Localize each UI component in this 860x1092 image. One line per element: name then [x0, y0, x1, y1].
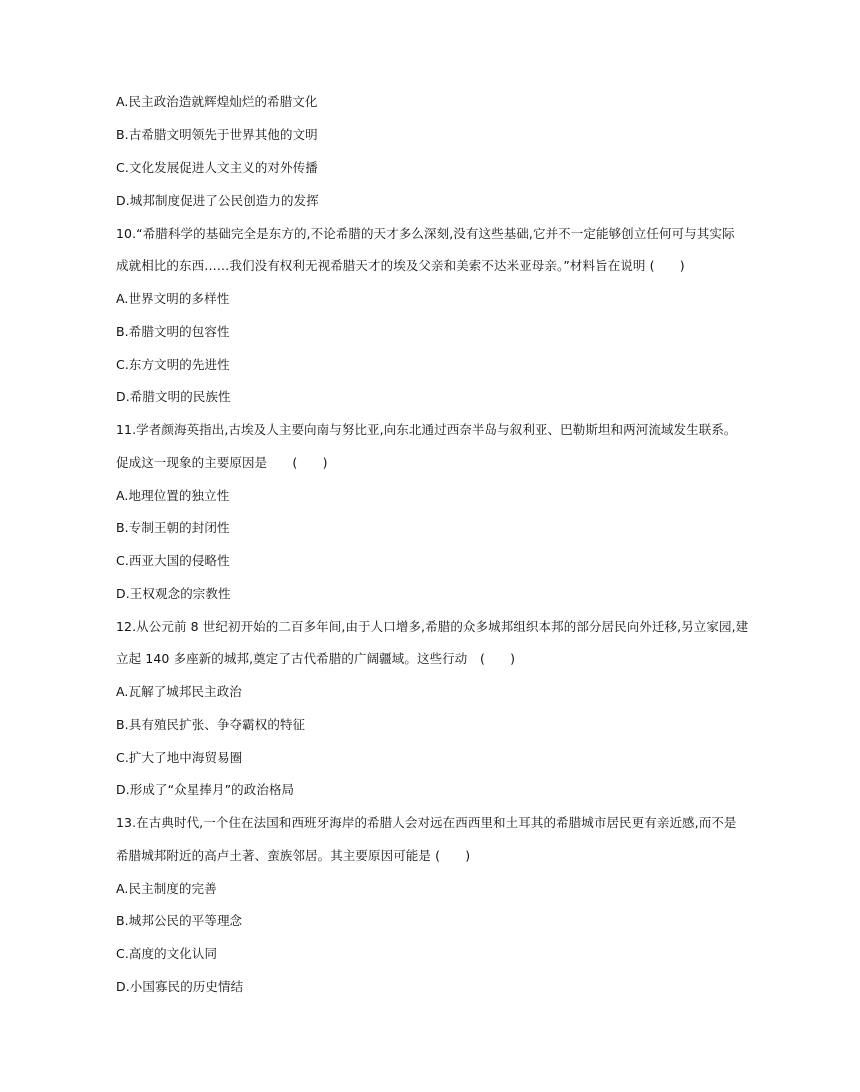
question-10-line-2: 成就相比的东西……我们没有权利无视希腊天才的埃及父亲和美索不达米亚母亲。”材料旨在说明 ( ) [116, 258, 685, 273]
option-c-q13: C.高度的文化认同 [116, 946, 218, 961]
option-b-q12: B.具有殖民扩张、争夺霸权的特征 [116, 717, 306, 732]
option-c-q11: C.西亚大国的侵略性 [116, 553, 230, 568]
option-b-q10: B.希腊文明的包容性 [116, 324, 230, 339]
option-d-q13: D.小国寡民的历史情结 [116, 979, 244, 994]
option-d-q12: D.形成了“众星捧月”的政治格局 [116, 782, 295, 797]
question-12-line-1: 12.从公元前 8 世纪初开始的二百多年间,由于人口增多,希腊的众多城邦组织本邦的部分居民向外迁移,另立家园,建 [116, 619, 749, 634]
option-b-q13: B.城邦公民的平等理念 [116, 913, 243, 928]
option-a-q12: A.瓦解了城邦民主政治 [116, 684, 242, 699]
question-12-line-2: 立起 140 多座新的城邦,奠定了古代希腊的广阔疆域。这些行动 ( ) [116, 651, 516, 666]
option-a-q9: A.民主政治造就辉煌灿烂的希腊文化 [116, 94, 318, 109]
question-11-line-2: 促成这一现象的主要原因是 ( ) [116, 455, 328, 470]
option-c-q9: C.文化发展促进人文主义的对外传播 [116, 160, 318, 175]
question-13-line-2: 希腊城邦附近的高卢土著、蛮族邻居。其主要原因可能是 ( ) [116, 848, 471, 863]
option-a-q10: A.世界文明的多样性 [116, 291, 230, 306]
option-c-q10: C.东方文明的先进性 [116, 357, 230, 372]
option-d-q11: D.王权观念的宗教性 [116, 586, 231, 601]
option-a-q13: A.民主制度的完善 [116, 881, 217, 896]
option-a-q11: A.地理位置的独立性 [116, 488, 230, 503]
question-13-line-1: 13.在古典时代,一个住在法国和西班牙海岸的希腊人会对远在西西里和土耳其的希腊城市居民更有亲近感,而不是 [116, 815, 737, 830]
option-b-q11: B.专制王朝的封闭性 [116, 520, 230, 535]
option-b-q9: B.古希腊文明领先于世界其他的文明 [116, 127, 318, 142]
option-d-q9: D.城邦制度促进了公民创造力的发挥 [116, 193, 319, 208]
question-11-line-1: 11.学者颜海英指出,古埃及人主要向南与努比亚,向东北通过西奈半岛与叙利亚、巴勒斯坦和两河流域发生联系。 [116, 422, 737, 437]
question-10-line-1: 10.“希腊科学的基础完全是东方的,不论希腊的天才多么深刻,没有这些基础,它并不一定能够创立任何可与其实际 [116, 226, 735, 241]
option-c-q12: C.扩大了地中海贸易圈 [116, 750, 243, 765]
option-d-q10: D.希腊文明的民族性 [116, 389, 231, 404]
